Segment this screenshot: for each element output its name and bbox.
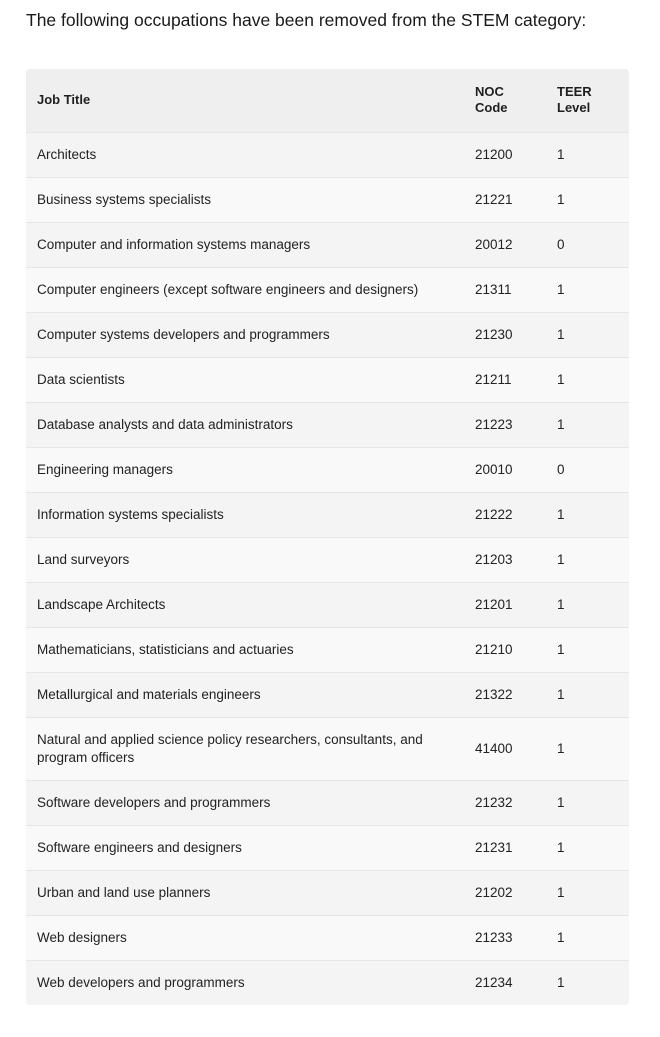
noc-code-cell: 21230 (475, 326, 513, 342)
teer-level-cell: 1 (557, 884, 565, 900)
job-title-cell: Information systems specialists (37, 506, 224, 522)
noc-code-cell: 21201 (475, 596, 513, 612)
teer-level-cell: 1 (557, 281, 565, 297)
header-job-title-label: Job Title (37, 92, 91, 108)
table-row (26, 627, 629, 672)
teer-level-cell: 1 (557, 794, 565, 810)
header-teer-line1: TEER (557, 84, 592, 100)
teer-level-cell: 1 (557, 551, 565, 567)
occupations-table-container (26, 69, 629, 1005)
teer-level-cell: 1 (557, 506, 565, 522)
table-body (26, 132, 629, 1005)
noc-code-cell: 21223 (475, 416, 513, 432)
noc-code-cell: 21231 (475, 839, 513, 855)
teer-level-cell: 1 (557, 974, 565, 990)
teer-level-cell: 1 (557, 146, 565, 162)
teer-level-cell: 1 (557, 371, 565, 387)
table-header (26, 69, 629, 132)
job-title-cell: Computer engineers (except software engineers and designers) (37, 281, 419, 297)
teer-level-cell: 0 (557, 236, 565, 252)
table-row (26, 915, 629, 960)
table-row (26, 780, 629, 825)
job-title-cell: Metallurgical and materials engineers (37, 686, 261, 702)
job-title-cell: Database analysts and data administrators (37, 416, 293, 432)
job-title-cell: Software developers and programmers (37, 794, 271, 810)
table-row (26, 447, 629, 492)
job-title-cell: Web designers (37, 929, 127, 945)
noc-code-cell: 21202 (475, 884, 513, 900)
table-row (26, 357, 629, 402)
noc-code-cell: 21234 (475, 974, 513, 990)
header-teer-level (546, 69, 629, 132)
occupations-table (26, 69, 629, 1005)
job-title-cell: Architects (37, 146, 97, 162)
table-row (26, 492, 629, 537)
job-title-cell: Land surveyors (37, 551, 130, 567)
job-title-cell: Urban and land use planners (37, 884, 211, 900)
teer-level-cell: 1 (557, 686, 565, 702)
noc-code-cell: 21311 (475, 281, 512, 297)
intro-text: The following occupations have been removed from the STEM category: (26, 10, 587, 30)
table-row (26, 717, 629, 780)
noc-code-cell: 21200 (475, 146, 513, 162)
table-row (26, 177, 629, 222)
header-row (26, 69, 629, 132)
teer-level-cell: 1 (557, 596, 565, 612)
header-teer-line2: Level (557, 100, 591, 116)
header-noc-code (464, 69, 546, 132)
noc-code-cell: 21221 (475, 191, 513, 207)
noc-code-cell: 21211 (475, 371, 512, 387)
teer-level-cell: 1 (557, 839, 565, 855)
job-title-cell: Software engineers and designers (37, 839, 242, 855)
noc-code-cell: 21232 (475, 794, 513, 810)
table-row (26, 582, 629, 627)
table-row (26, 672, 629, 717)
job-title-cell: Business systems specialists (37, 191, 212, 207)
noc-code-cell: 21210 (475, 641, 513, 657)
job-title-cell: Web developers and programmers (37, 974, 245, 990)
table-row (26, 267, 629, 312)
table-row (26, 312, 629, 357)
noc-code-cell: 21222 (475, 506, 513, 522)
job-title-cell: Data scientists (37, 371, 125, 387)
noc-code-cell: 20012 (475, 236, 513, 252)
job-title-cell: Landscape Architects (37, 596, 166, 612)
table-row (26, 960, 629, 1005)
header-noc-line2: Code (475, 100, 508, 116)
table-row (26, 132, 629, 177)
job-title-cell: Engineering managers (37, 461, 173, 477)
teer-level-cell: 1 (557, 191, 565, 207)
header-job-title (26, 69, 464, 132)
job-title-cell: Mathematicians, statisticians and actuaries (37, 641, 294, 657)
job-title-cell: Computer systems developers and programmers (37, 326, 330, 342)
table-row (26, 825, 629, 870)
job-title-cell: Natural and applied science policy researchers, consultants, and program officers (37, 731, 423, 765)
noc-code-cell: 21203 (475, 551, 513, 567)
teer-level-cell: 1 (557, 416, 565, 432)
noc-code-cell: 21233 (475, 929, 513, 945)
teer-level-cell: 1 (557, 740, 565, 756)
noc-code-cell: 20010 (475, 461, 513, 477)
teer-level-cell: 0 (557, 461, 565, 477)
teer-level-cell: 1 (557, 929, 565, 945)
header-noc-line1: NOC (475, 84, 504, 100)
table-row (26, 537, 629, 582)
job-title-cell: Computer and information systems managers (37, 236, 311, 252)
teer-level-cell: 1 (557, 326, 565, 342)
table-row (26, 402, 629, 447)
teer-level-cell: 1 (557, 641, 565, 657)
table-row (26, 870, 629, 915)
noc-code-cell: 21322 (475, 686, 513, 702)
table-row (26, 222, 629, 267)
noc-code-cell: 41400 (475, 740, 513, 756)
